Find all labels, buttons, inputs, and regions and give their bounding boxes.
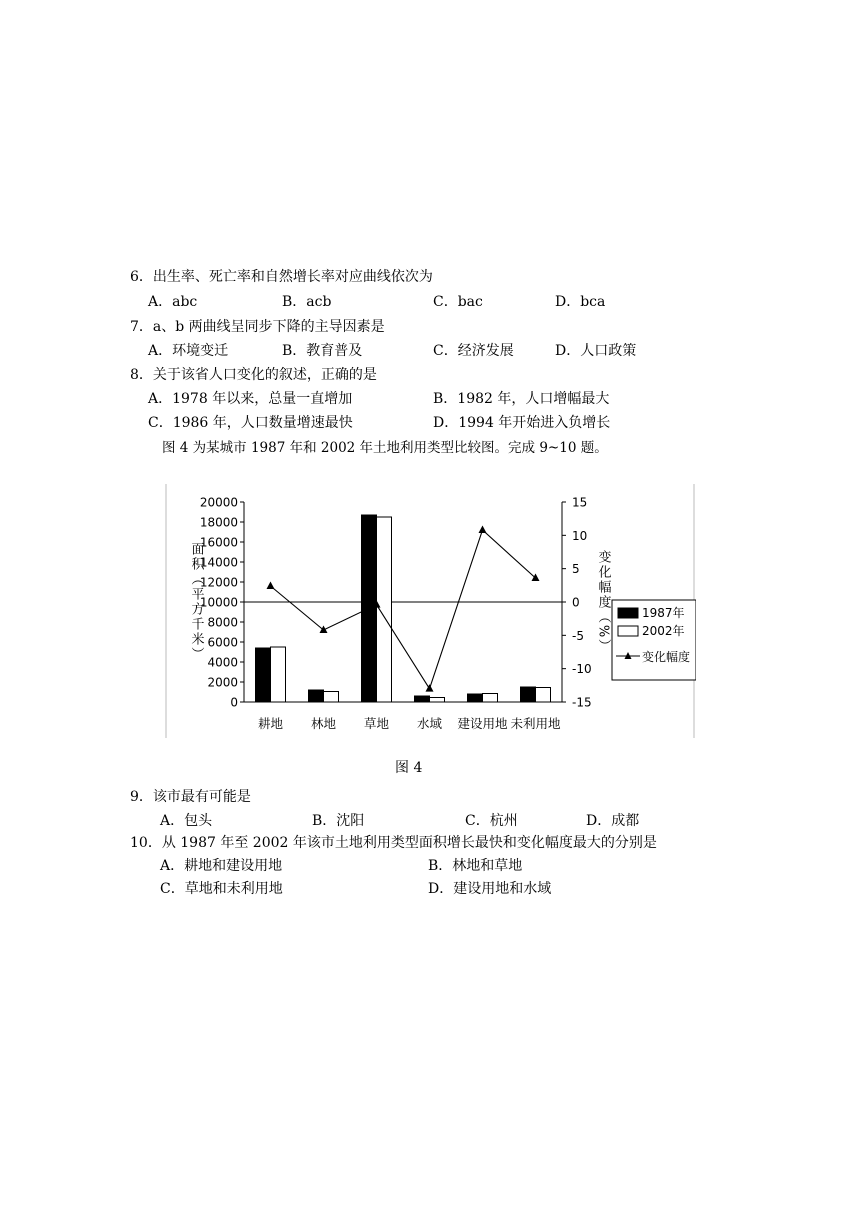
question-6-option-a: A．abc: [148, 294, 198, 310]
x-tick-label: 未利用地: [510, 716, 561, 731]
bar-2002: [324, 692, 339, 703]
question-9-option-b: B．沈阳: [312, 813, 365, 829]
question-6-stem: 6．出生率、死亡率和自然增长率对应曲线依次为: [130, 269, 433, 285]
legend-label-2002: 2002年: [642, 624, 685, 638]
change-rate-line: [271, 530, 536, 689]
bar-2002: [271, 647, 286, 702]
question-6-option-d: D．bca: [555, 294, 606, 310]
y-axis-label: 面积（平方千米）: [188, 542, 204, 662]
bar-2002: [377, 517, 392, 702]
y2-tick-label: 5: [572, 562, 580, 577]
legend-label-1987: 1987年: [642, 606, 685, 620]
bar-2002: [483, 694, 498, 703]
question-8-option-a: A．1978 年以来，总量一直增加: [148, 391, 353, 407]
legend-swatch-2002: [618, 626, 638, 636]
y-tick-label: 16000: [199, 535, 238, 550]
question-8-stem: 8．关于该省人口变化的叙述，正确的是: [130, 367, 377, 383]
y2-tick-label: 0: [572, 595, 580, 610]
question-7-option-c: C．经济发展: [433, 343, 514, 359]
x-tick-label: 林地: [310, 716, 337, 731]
question-10-option-d: D．建设用地和水域: [428, 881, 552, 897]
question-7-option-d: D．人口政策: [555, 343, 637, 359]
y2-tick-label: 15: [572, 495, 588, 510]
question-9-stem: 9．该市最有可能是: [130, 789, 251, 805]
y-tick-label: 14000: [199, 555, 238, 570]
question-10-option-b: B．林地和草地: [428, 858, 523, 874]
bar-2002: [430, 698, 445, 703]
y-tick-label: 8000: [207, 615, 238, 630]
question-7-stem: 7．a、b 两曲线呈同步下降的主导因素是: [130, 319, 385, 335]
change-rate-point: [426, 684, 434, 692]
question-8-option-c: C．1986 年，人口数量增速最快: [148, 415, 353, 431]
y2-tick-label: -5: [572, 628, 584, 643]
question-10-stem: 10．从 1987 年至 2002 年该市土地利用类型面积增长最快和变化幅度最大的分别是: [130, 835, 657, 851]
y-tick-label: 10000: [199, 595, 238, 610]
x-tick-label: 建设用地: [457, 716, 508, 731]
x-tick-label: 耕地: [257, 716, 284, 731]
figure-label: 图 4: [395, 760, 423, 776]
question-10-option-c: C．草地和未利用地: [160, 881, 283, 897]
y-tick-label: 6000: [207, 635, 238, 650]
bar-1987: [309, 690, 324, 702]
y2-tick-label: -15: [572, 695, 592, 710]
question-8-option-d: D．1994 年开始进入负增长: [433, 415, 611, 431]
legend-swatch-1987: [618, 608, 638, 618]
figure-intro: 图 4 为某城市 1987 年和 2002 年土地利用类型比较图。完成 9~10 题。: [162, 440, 608, 456]
y-tick-label: 20000: [199, 495, 238, 510]
bar-1987: [521, 687, 536, 702]
x-tick-label: 草地: [363, 716, 390, 731]
y2-tick-label: 10: [572, 528, 588, 543]
y-tick-label: 12000: [199, 575, 238, 590]
question-9-option-c: C．杭州: [465, 813, 518, 829]
land-use-chart: [160, 480, 696, 742]
question-6-option-c: C．bac: [433, 294, 483, 310]
legend-label-change: 变化幅度: [642, 650, 691, 664]
question-7-option-b: B．教育普及: [282, 343, 363, 359]
question-7-option-a: A．环境变迁: [148, 343, 229, 359]
bar-1987: [468, 694, 483, 702]
change-rate-point: [267, 582, 275, 590]
question-9-option-d: D．成都: [586, 813, 640, 829]
y2-tick-label: -10: [572, 662, 592, 677]
change-rate-point: [479, 526, 487, 534]
y-tick-label: 2000: [207, 675, 238, 690]
y2-axis-label: 变化幅度（%）: [595, 549, 611, 655]
change-rate-point: [532, 574, 540, 582]
question-8-option-b: B．1982 年，人口增幅最大: [433, 391, 610, 407]
question-6-option-b: B．acb: [282, 294, 332, 310]
y-tick-label: 0: [230, 695, 238, 710]
y-tick-label: 18000: [199, 515, 238, 530]
bar-1987: [415, 696, 430, 702]
bar-2002: [536, 688, 551, 703]
bar-1987: [256, 648, 271, 702]
y-tick-label: 4000: [207, 655, 238, 670]
question-9-option-a: A．包头: [160, 813, 213, 829]
question-10-option-a: A．耕地和建设用地: [160, 858, 283, 874]
x-tick-label: 水域: [416, 716, 443, 731]
